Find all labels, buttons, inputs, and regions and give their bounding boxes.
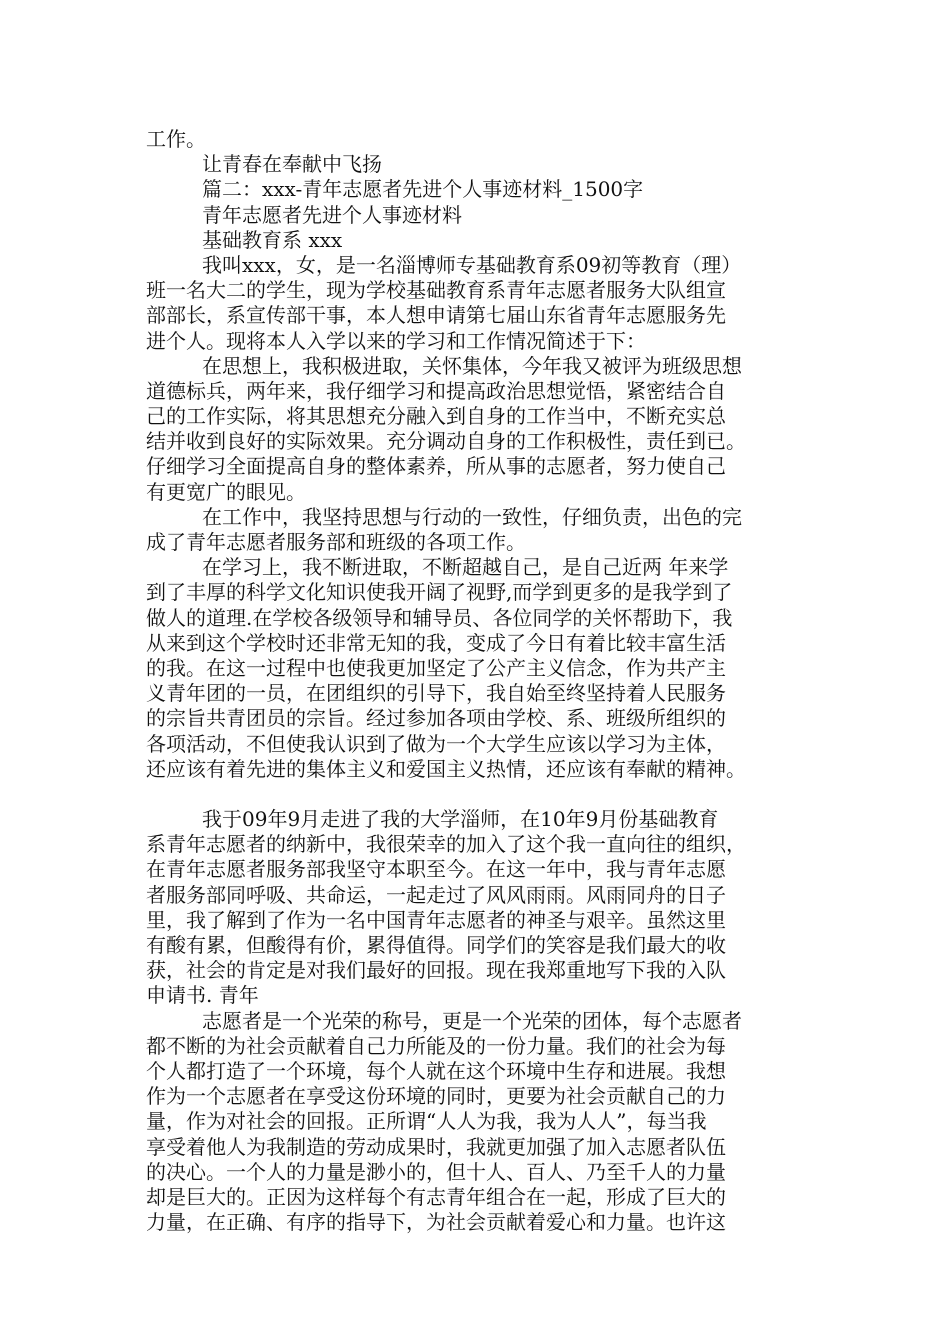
text-line: 篇二：xxx-青年志愿者先进个人事迹材料_1500字 (202, 177, 644, 202)
text-line: 道德标兵，两年来，我仔细学习和提高政治思想觉悟，紧密结合自 (146, 378, 726, 403)
text-line: 里，我了解到了作为一名中国青年志愿者的神圣与艰辛。虽然这里 (146, 907, 726, 932)
text-line: 仔细学习全面提高自身的整体素养，所从事的志愿者，努力使自己 (146, 454, 726, 479)
text-line: 都不断的为社会贡献着自己力所能及的一份力量。我们的社会为每 (146, 1033, 726, 1058)
text-line: 在思想上，我积极进取，关怀集体，今年我又被评为班级思想 (202, 353, 742, 378)
text-line: 进个人。现将本人入学以来的学习和工作情况简述于下： (146, 328, 646, 353)
text-line: 还应该有着先进的集体主义和爱国主义热情，还应该有奉献的精神。 (146, 756, 746, 781)
text-line: 工作。 (146, 127, 206, 151)
text-line: 的我。在这一过程中也使我更加坚定了公产主义信念，作为共产主 (146, 655, 726, 680)
text-line: 青年志愿者先进个人事迹材料 (202, 202, 462, 227)
text-line: 己的工作实际，将其思想充分融入到自身的工作当中，不断充实总 (146, 404, 726, 429)
text-line: 作为一个志愿者在享受这份环境的同时，更要为社会贡献自己的力 (146, 1084, 726, 1109)
text-line: 部部长，系宣传部干事，本人想申请第七届山东省青年志愿服务先 (146, 303, 726, 328)
text-line: 个人都打造了一个环境，每个人就在这个环境中生存和进展。我想 (146, 1058, 726, 1083)
text-line: 系青年志愿者的纳新中，我很荣幸的加入了这个我一直向往的组织， (146, 832, 746, 857)
text-line: 志愿者是一个光荣的称号，更是一个光荣的团体，每个志愿者 (202, 1008, 742, 1033)
text-line: 义青年团的一员，在团组织的引导下，我自始至终坚持着人民服务 (146, 681, 726, 706)
text-line: 享受着他人为我制造的劳动成果时，我就更加强了加入志愿者队伍 (146, 1134, 726, 1159)
text-line: 者服务部同呼吸、共命运，一起走过了风风雨雨。风雨同舟的日子 (146, 882, 726, 907)
text-line: 从来到这个学校时还非常无知的我，变成了今日有着比较丰富生活 (146, 630, 726, 655)
text-line: 在学习上，我不断进取，不断超越自己，是自己近两 年来学 (202, 555, 729, 580)
text-line: 我于09年9月走进了我的大学淄师，在10年9月份基础教育 (202, 807, 719, 832)
text-line: 我叫xxx，女，是一名淄博师专基础教育系09初等教育（理） (202, 252, 742, 277)
text-line: 在青年志愿者服务部我坚守本职至今。在这一年中，我与青年志愿 (146, 857, 726, 882)
text-line: 到了丰厚的科学文化知识使我开阔了视野,而学到更多的是我学到了 (146, 580, 733, 605)
text-line: 申请书. 青年 (146, 983, 259, 1008)
text-line: 成了青年志愿者服务部和班级的各项工作。 (146, 530, 526, 554)
text-line: 让青春在奉献中飞扬 (202, 152, 382, 177)
text-line: 结并收到良好的实际效果。充分调动自身的工作积极性，责任到已。 (146, 429, 746, 454)
text-line: 做人的道理.在学校各级领导和辅导员、各位同学的关怀帮助下，我 (146, 605, 733, 630)
text-line: 在工作中，我坚持思想与行动的一致性，仔细负责，出色的完 (202, 504, 742, 529)
text-line: 获，社会的肯定是对我们最好的回报。现在我郑重地写下我的入队 (146, 958, 726, 983)
text-line: 的决心。一个人的力量是渺小的，但十人、百人、乃至千人的力量 (146, 1159, 726, 1184)
text-line: 却是巨大的。正因为这样每个有志青年组合在一起，形成了巨大的 (146, 1184, 726, 1209)
blank-line (146, 782, 818, 807)
text-line: 有酸有累，但酸得有价，累得值得。同学们的笑容是我们最大的收 (146, 933, 726, 957)
document-body (146, 127, 818, 1235)
text-line: 量，作为对社会的回报。正所谓“人人为我，我为人人”，每当我 (146, 1109, 707, 1134)
text-line: 力量，在正确、有序的指导下，为社会贡献着爱心和力量。也许这 (146, 1210, 726, 1235)
text-line: 有更宽广的眼见。 (146, 479, 306, 504)
text-line: 班一名大二的学生，现为学校基础教育系青年志愿者服务大队组宣 (146, 278, 726, 303)
text-line: 各项活动，不但使我认识到了做为一个大学生应该以学习为主体， (146, 731, 726, 756)
text-line: 基础教育系 xxx (202, 227, 343, 252)
text-line: 的宗旨共青团员的宗旨。经过参加各项由学校、系、班级所组织的 (146, 706, 726, 731)
